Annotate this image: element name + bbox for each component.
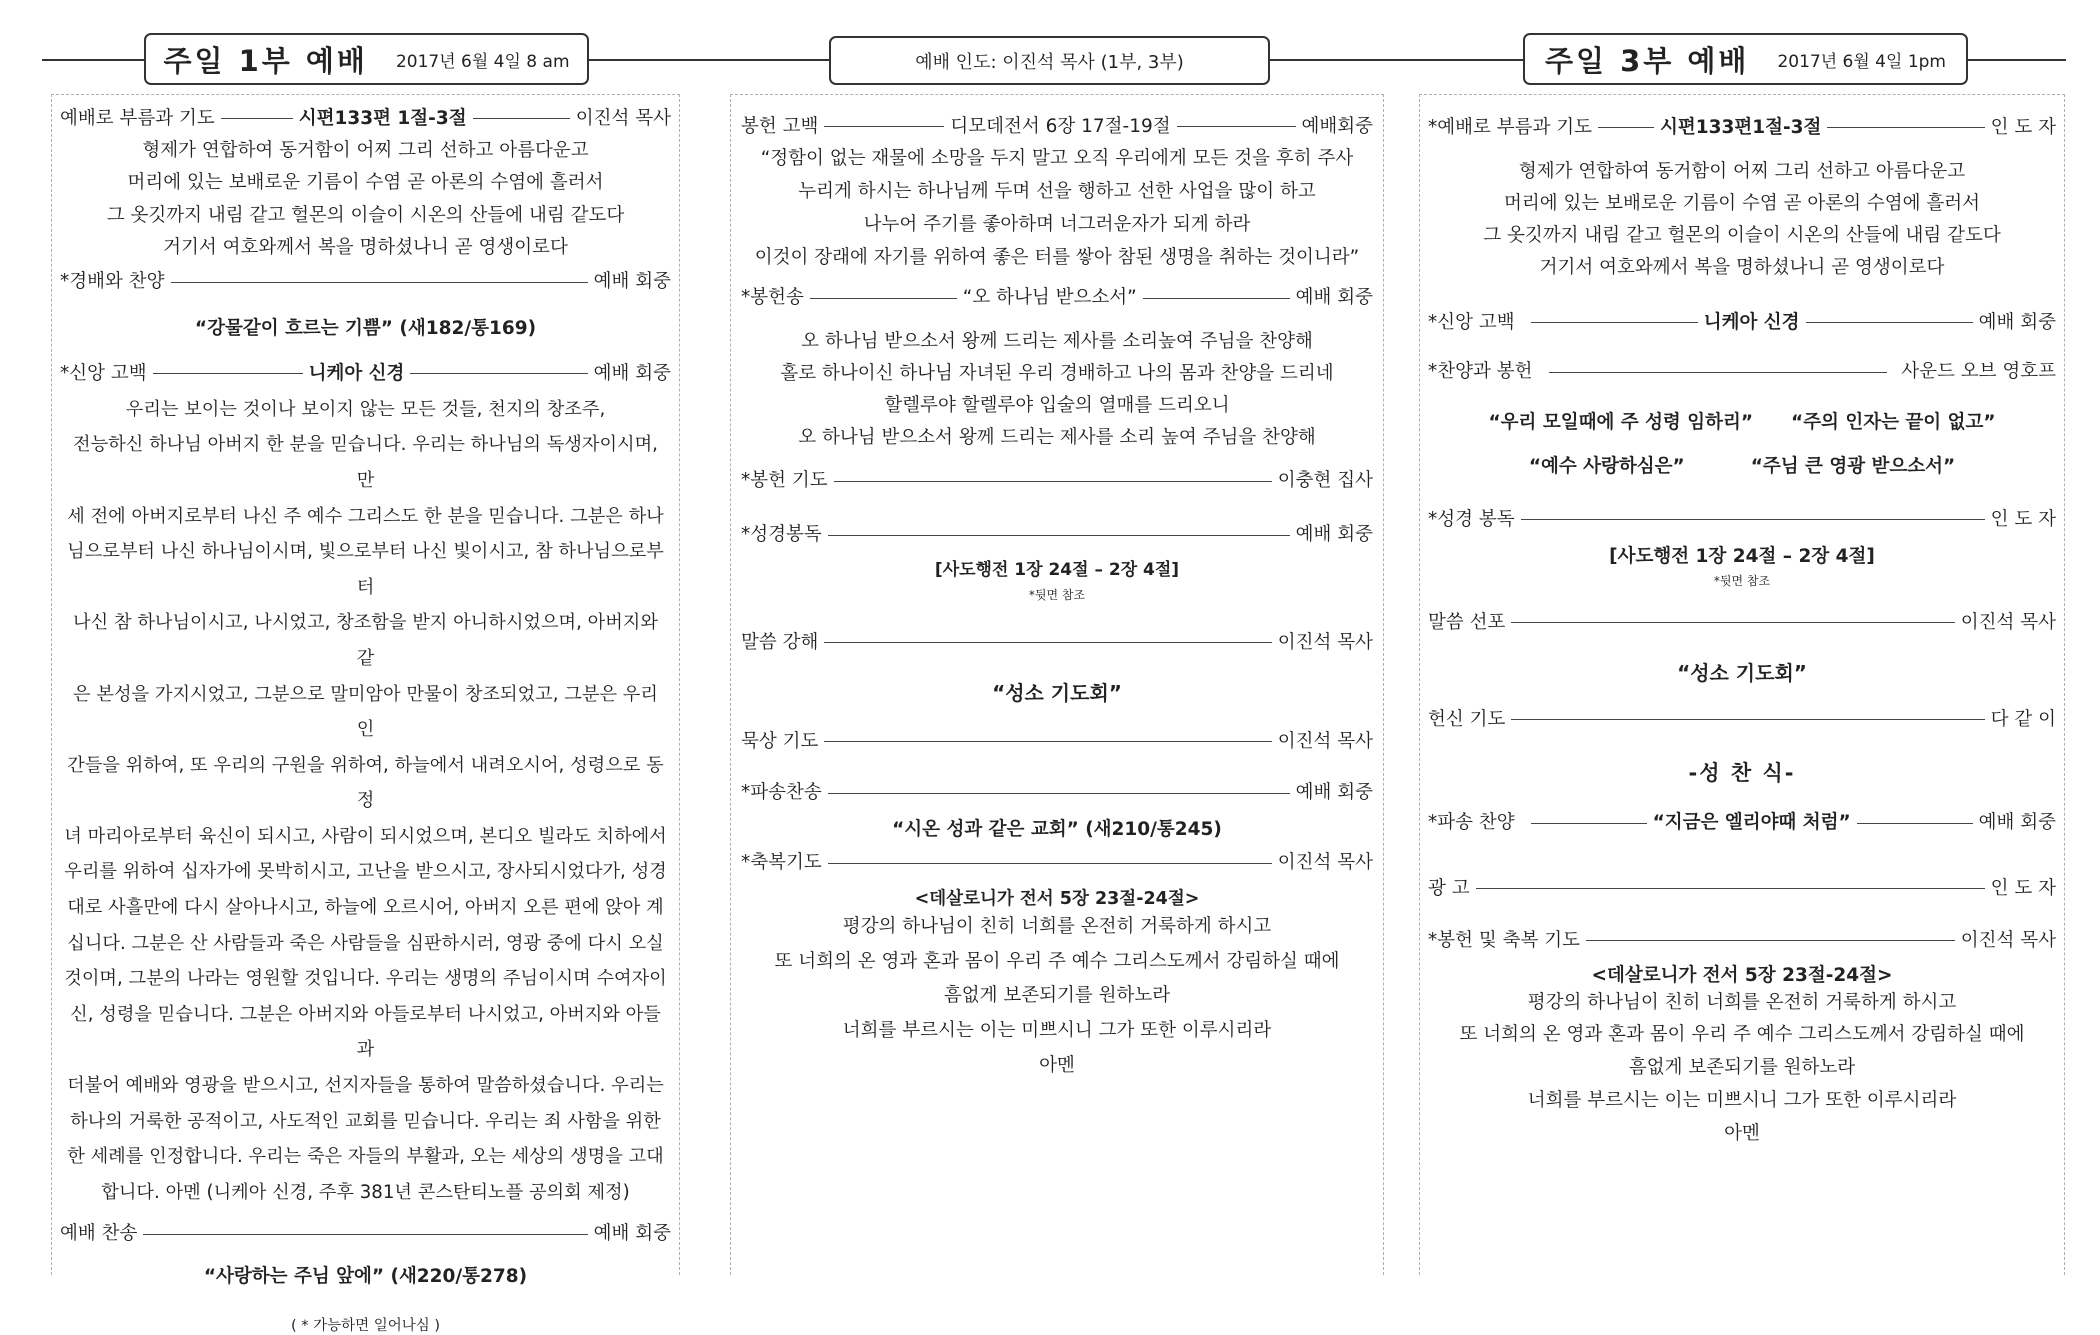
- reading-note: *뒷면 참조: [1713, 573, 1771, 588]
- offering-prayer-row: [741, 467, 1373, 495]
- label: 예배로 부름과 기도: [60, 108, 215, 129]
- creed-line: 님으로부터 나신 하나님이시며, 빛으로부터 나신 빛이시고, 참 하나님으로부터: [67, 541, 664, 598]
- worship-leader: 예배 인도: 이진석 목사 (1부, 3부): [915, 51, 1184, 73]
- creed-line: 전능하신 하나님 아버지 한 분을 믿습니다. 우리는 하나님의 독생자이시며, 만: [73, 434, 658, 491]
- psalm-line: 거기서 여호와께서 복을 명하셨나니 곧 영생이로다: [1539, 257, 1945, 279]
- who: 예배 회중: [1295, 524, 1373, 546]
- service3-date: 2017년 6월 4일 1pm: [1777, 51, 1946, 72]
- creed-line: 합니다. 아멘 (니케아 신경, 주후 381년 콘스탄티노플 공의회 제정): [101, 1181, 630, 1203]
- offering-confession-row: [741, 113, 1373, 141]
- leader-line: [1598, 127, 1654, 128]
- praise-song: [60, 314, 671, 340]
- creed-line: 은 본성을 가지시었고, 그분으로 말미암아 만물이 창조되었고, 그분은 우리 인: [73, 683, 658, 741]
- psalm-line: 머리에 있는 보배로운 기름이 수염 곧 아론의 수염에 흘러서: [127, 172, 604, 194]
- scripture-reading-row: [741, 521, 1373, 549]
- song-title: “예수 사랑하심은”: [1528, 456, 1685, 477]
- who: 인 도 자: [1990, 878, 2056, 899]
- text-line: 아멘: [1724, 1123, 1760, 1145]
- who: 예배 회중: [1295, 287, 1373, 309]
- header-rule-mid-right: [1268, 59, 1523, 61]
- label: 예배 찬송: [60, 1223, 138, 1245]
- sending-hymn: [741, 815, 1373, 841]
- psalm-line: 형제가 연합하여 동거함이 어찌 그리 선하고 아름다운고: [142, 139, 589, 161]
- call-to-worship-row: [1428, 114, 2056, 142]
- header-rule-right: [1966, 59, 2066, 61]
- communion-title: -성 찬 식-: [1688, 761, 1796, 786]
- label: 헌신 기도: [1428, 708, 1506, 730]
- label: *봉헌 및 축복 기도: [1428, 929, 1580, 951]
- leader-line: [1476, 888, 1985, 889]
- label: *파송 찬양: [1428, 812, 1515, 834]
- creed-title: 니케아 신경: [1703, 311, 1800, 333]
- label: *신앙 고백: [60, 363, 147, 384]
- benediction-text: [741, 910, 1373, 1084]
- header-service3: [1523, 33, 1968, 85]
- creed-line: 나신 참 하나님이시고, 나시었고, 창조함을 받지 아니하시었으며, 아버지와 같: [73, 612, 658, 669]
- text-line: 평강의 하나님이 친히 너희를 온전히 거룩하게 하시고: [842, 915, 1272, 937]
- who: 다 같 이: [1990, 708, 2056, 730]
- service3-title: 주일 3부 예배: [1545, 43, 1750, 78]
- leader-line: [1143, 298, 1290, 299]
- song-title: “주님 큰 영광 받으소서”: [1750, 456, 1956, 477]
- scripture-ref: 시편133편 1절-3절: [298, 108, 467, 129]
- benediction-row: [1428, 927, 2056, 955]
- service1-title: 주일 1부 예배: [163, 43, 368, 78]
- text-line: 누리게 하시는 하나님께 두며 선을 행하고 선한 사업을 많이 하고: [798, 180, 1316, 202]
- sermon-row: [741, 629, 1373, 657]
- benediction-reference: <데살로니가 전서 5장 23절-24절>: [914, 888, 1200, 909]
- song-title: “강물같이 흐르는 기쁨”: [194, 318, 393, 339]
- label: *성경 봉독: [1428, 509, 1515, 530]
- leader-line: [1586, 940, 1955, 941]
- reading-reference: [사도행전 1장 24절 – 2장 4절]: [934, 559, 1180, 580]
- service3-order-column: [1419, 94, 2065, 1275]
- leader-line: [1857, 823, 1973, 824]
- text-line: 흠없게 보존되기를 원하노라: [943, 985, 1171, 1007]
- text-line: 아멘: [1039, 1055, 1075, 1076]
- dedication-prayer-row: [1428, 706, 2056, 734]
- who: 예배 회중: [593, 1223, 671, 1245]
- header-rule-left: [42, 59, 146, 61]
- psalm-line: 거기서 여호와께서 복을 명하셨나니 곧 영생이로다: [163, 236, 568, 258]
- creed-line: 간들을 위하여, 또 우리의 구원을 위하여, 하늘에서 내려오시어, 성령으로 동정: [67, 754, 664, 812]
- scripture-reading-row: [1428, 506, 2056, 534]
- psalm-line: 그 옷깃까지 내림 같고 헐몬의 이슬이 시온의 산들에 내림 같도다: [1483, 225, 2001, 247]
- lyric-line: 오 하나님 받으소서 왕께 드리는 제사를 소리 높여 주님을 찬양해: [798, 426, 1316, 448]
- lyric-line: 할렐루야 할렐루야 입술의 열매를 드리오니: [884, 394, 1230, 416]
- sermon-title: “성소 기도회”: [992, 680, 1122, 705]
- psalm-line: 형제가 연합하여 동거함이 어찌 그리 선하고 아름다운고: [1518, 160, 1966, 182]
- header-leader: [829, 36, 1270, 85]
- leader-line: [1177, 126, 1296, 127]
- leader-line: [810, 298, 957, 299]
- leader-line: [1531, 823, 1647, 824]
- label: 광 고: [1428, 878, 1470, 899]
- text-line: 또 너희의 온 영과 혼과 몸이 우리 주 예수 그리스도께서 강림하실 때에: [774, 950, 1340, 972]
- label: *봉헌 기도: [741, 470, 828, 492]
- leader-line: [1521, 519, 1985, 520]
- song-title: “시온 성과 같은 교회”: [892, 819, 1079, 841]
- creed-line: 녀 마리아로부터 육신이 되시고, 사람이 되시었으며, 본디오 빌라도 치하에서: [64, 825, 667, 847]
- lyric-line: 오 하나님 받으소서 왕께 드리는 제사를 소리높여 주님을 찬양해: [801, 331, 1313, 353]
- announcements-row: [1428, 875, 2056, 903]
- praise-offering-row: [1428, 358, 2056, 386]
- label: *봉헌송: [741, 287, 804, 309]
- label: 말씀 강해: [741, 631, 819, 653]
- sending-song-row: [1428, 809, 2056, 837]
- creed-line: 대로 사흘만에 다시 살아나시고, 하늘에 오르시어, 아버지 오른 편에 앉아 계: [67, 897, 664, 919]
- scripture-ref: 디모데전서 6장 17절-19절: [950, 116, 1171, 137]
- offering-text: [741, 143, 1373, 275]
- leader-line: [828, 793, 1290, 794]
- text-line: 이것이 장래에 자기를 위하여 좋은 터를 쌓아 참된 생명을 취하는 것이니라”: [754, 246, 1360, 268]
- creed-line: 세 전에 아버지로부터 나신 주 예수 그리스도 한 분을 믿습니다. 그분은 하나: [67, 505, 664, 527]
- nicene-creed-text: [60, 392, 671, 1211]
- creed-line: 십니다. 그분은 산 사람들과 죽은 사람들을 심판하시러, 영광 중에 다시 오실: [67, 932, 664, 954]
- offering-sermon-column: [730, 94, 1384, 1275]
- text-line: 너희를 부르시는 이는 미쁘시니 그가 또한 이루시리라: [842, 1020, 1272, 1042]
- call-to-worship-row: [60, 105, 671, 133]
- psalm-line: 그 옷깃까지 내림 같고 헐몬의 이슬이 시온의 산들에 내림 같도다: [106, 204, 625, 226]
- praise-songs-a: [1428, 408, 2056, 434]
- leader-line: [410, 373, 587, 374]
- who: 예배 회중: [1295, 782, 1373, 804]
- song-title: “우리 모일때에 주 성령 임하리”: [1488, 412, 1754, 433]
- song-number: (새182/통169): [399, 318, 537, 339]
- psalm-text: [60, 135, 671, 265]
- benediction-reference: <데살로니가 전서 5장 23절-24절>: [1591, 964, 1893, 986]
- creed-line: 신, 성령을 믿습니다. 그분은 아버지와 아들로부터 나시었고, 아버지와 아들과: [70, 1003, 661, 1061]
- hymn-row: [60, 1220, 671, 1248]
- song-title: “주의 인자는 끝이 없고”: [1791, 412, 1996, 433]
- sermon-row: [1428, 609, 2056, 637]
- text-line: 흠없게 보존되기를 원하노라: [1628, 1057, 1856, 1079]
- text-line: 나누어 주기를 좋아하며 너그러운자가 되게 하라: [863, 213, 1251, 235]
- creed-row: [60, 360, 671, 388]
- leader-line: [1511, 719, 1984, 720]
- benediction-row: [741, 849, 1373, 877]
- psalm-text: [1428, 156, 2056, 285]
- who: 예배 회중: [1978, 812, 2057, 834]
- benediction-text: [1428, 987, 2056, 1152]
- text-line: 평강의 하나님이 친히 너희를 온전히 거룩하게 하시고: [1527, 991, 1957, 1013]
- who: 예배 회중: [593, 271, 671, 293]
- who: 예배 회중: [1978, 311, 2057, 333]
- leader-line: [824, 741, 1271, 742]
- leader-line: [828, 863, 1272, 864]
- who: 사운드 오브 영호프: [1901, 361, 2056, 383]
- song-number: (새210/통245): [1085, 819, 1222, 841]
- label: *예배로 부름과 기도: [1428, 117, 1592, 138]
- label: *축복기도: [741, 852, 822, 874]
- who: 이진석 목사: [1960, 929, 2056, 951]
- leader-line: [1806, 322, 1973, 323]
- hymn-song: [60, 1262, 671, 1288]
- song-title: “지금은 엘리야때 처럼”: [1652, 812, 1851, 834]
- creed-title: 니케아 신경: [308, 363, 405, 384]
- who: 이진석 목사: [1960, 611, 2056, 633]
- who: 이충현 집사: [1277, 470, 1373, 492]
- label: *경배와 찬양: [60, 271, 165, 293]
- praise-row: [60, 268, 671, 296]
- song-title: “오 하나님 받으소서”: [962, 287, 1137, 309]
- leader-line: [824, 126, 944, 127]
- reading-reference: [사도행전 1장 24절 – 2장 4절]: [1609, 545, 1875, 567]
- leader-line: [171, 282, 588, 283]
- label: *찬양과 봉헌: [1428, 361, 1533, 383]
- who: 이진석 목사: [1277, 852, 1373, 874]
- who: 이진석 목사: [1277, 730, 1373, 752]
- reading-note: *뒷면 참조: [1028, 587, 1086, 602]
- praise-songs-b: [1428, 452, 2056, 478]
- leader-line: [221, 118, 293, 119]
- standing-footnote: ( * 가능하면 일어나심 ): [290, 1318, 441, 1335]
- label: 봉헌 고백: [741, 116, 819, 137]
- text-line: 또 너희의 온 영과 혼과 몸이 우리 주 예수 그리스도께서 강림하실 때에: [1459, 1024, 2025, 1046]
- leader-line: [1511, 622, 1954, 623]
- who: 이진석 목사: [1277, 631, 1373, 653]
- label: *신앙 고백: [1428, 311, 1515, 333]
- service1-order-column: [51, 94, 680, 1335]
- sending-hymn-row: [741, 779, 1373, 807]
- song-title: “사랑하는 주님 앞에”: [203, 1266, 385, 1288]
- leader-line: [1531, 322, 1698, 323]
- psalm-line: 머리에 있는 보배로운 기름이 수염 곧 아론의 수염에 흘러서: [1504, 192, 1980, 214]
- leader-line: [153, 373, 303, 374]
- leader-line: [828, 535, 1290, 536]
- who: 인 도 자: [1990, 509, 2056, 530]
- leader: 이진석 목사: [575, 108, 671, 129]
- label: *파송찬송: [741, 782, 822, 804]
- offering-song-lyrics: [741, 326, 1373, 453]
- scripture-ref: 시편133편1절-3절: [1659, 117, 1822, 138]
- leader-line: [473, 118, 570, 119]
- who: 예배 회중: [593, 363, 671, 384]
- meditation-prayer-row: [741, 728, 1373, 756]
- sermon-title: “성소 기도회”: [1677, 660, 1807, 685]
- leader-line: [1549, 372, 1888, 373]
- leader-line: [834, 481, 1272, 482]
- label: *성경봉독: [741, 524, 822, 546]
- header-rule-mid-left: [588, 59, 830, 61]
- leader: 인 도 자: [1990, 117, 2056, 138]
- label: 묵상 기도: [741, 730, 819, 752]
- creed-line: 한 세례를 인정합니다. 우리는 죽은 자들의 부활과, 오는 세상의 생명을 고대: [67, 1146, 664, 1168]
- label: 말씀 선포: [1428, 611, 1506, 633]
- creed-line: 우리를 위하여 십자가에 못박히시고, 고난을 받으시고, 장사되시었다가, 성경: [64, 861, 667, 883]
- text-line: “정함이 없는 재물에 소망을 두지 말고 오직 우리에게 모든 것을 후히 주사: [760, 147, 1354, 169]
- leader-line: [1827, 127, 1984, 128]
- creed-line: 것이며, 그분의 나라는 영원할 것입니다. 우리는 생명의 주님이시며 수여자이: [64, 968, 667, 990]
- creed-line: 더불어 예배와 영광을 받으시고, 선지자들을 통하여 말씀하셨습니다. 우리는: [67, 1075, 664, 1097]
- text-line: 너희를 부르시는 이는 미쁘시니 그가 또한 이루시리라: [1527, 1090, 1957, 1112]
- creed-line: 우리는 보이는 것이나 보이지 않는 모든 것들, 천지의 창조주,: [125, 398, 606, 420]
- creed-row: [1428, 309, 2056, 337]
- service1-date: 2017년 6월 4일 8 am: [395, 51, 570, 72]
- lyric-line: 홀로 하나이신 하나님 자녀된 우리 경배하고 나의 몸과 찬양을 드리네: [780, 363, 1334, 384]
- offering-song-row: [741, 284, 1373, 312]
- who: 예배회중: [1301, 116, 1373, 137]
- creed-line: 하나의 거룩한 공적이고, 사도적인 교회를 믿습니다. 우리는 죄 사함을 위한: [70, 1110, 661, 1132]
- leader-line: [824, 642, 1271, 643]
- song-number: (새220/통278): [390, 1266, 528, 1288]
- header-service1: [144, 33, 589, 85]
- leader-line: [143, 1234, 587, 1235]
